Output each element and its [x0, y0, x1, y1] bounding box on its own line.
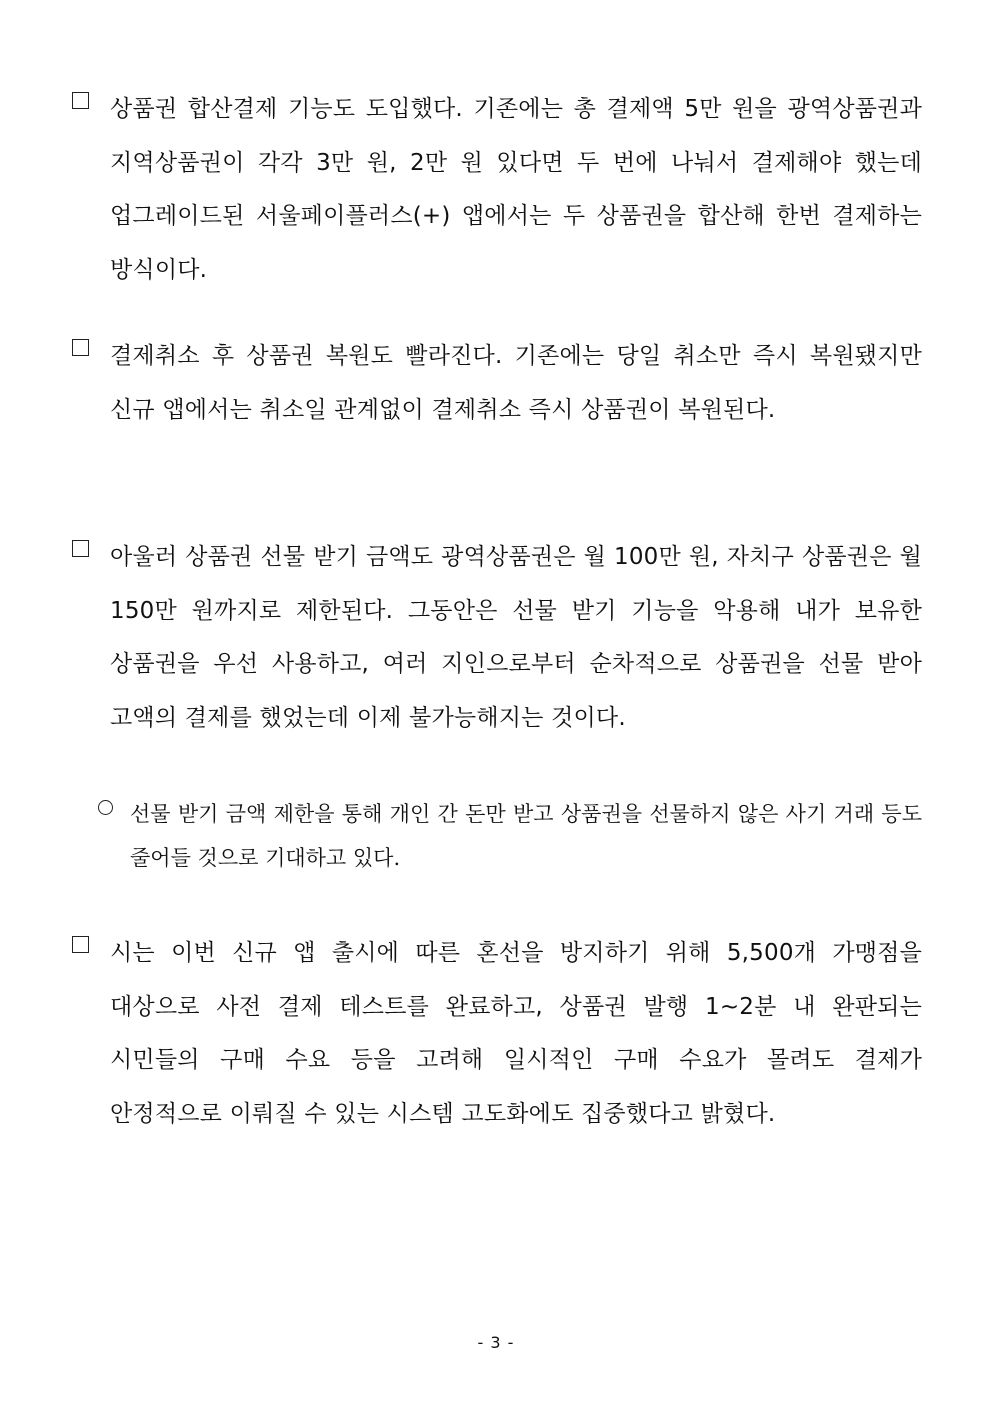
square-bullet-icon — [72, 339, 89, 356]
paragraph-combined-payment — [72, 83, 922, 297]
paragraph-text: 아울러 상품권 선물 받기 금액도 광역상품권은 월 100만 원, 자치구 상품권은 월 150만 원까지로 제한된다. 그동안은 선물 받기 기능을 악용해 내가 보유한 상품권을 우선 사용하고, 여러 지인으로부터 순차적으로 상품권을 선물 받아 고액의 결제를 했었는데 이제 불가능해지는 것이다. — [110, 544, 922, 731]
sub-paragraph-fraud-reduction — [98, 792, 922, 880]
square-bullet-icon — [72, 92, 89, 109]
square-bullet-icon — [72, 540, 89, 557]
paragraph-text: 결제취소 후 상품권 복원도 빨라진다. 기존에는 당일 취소만 즉시 복원됐지만 신규 앱에서는 취소일 관계없이 결제취소 즉시 상품권이 복원된다. — [110, 343, 922, 423]
paragraph-text: 상품권 합산결제 기능도 도입했다. 기존에는 총 결제액 5만 원을 광역상품권과 지역상품권이 각각 3만 원, 2만 원 있다면 두 번에 나눠서 결제해야 했는데 업그레이드된 서울페이플러스(+) 앱에서는 두 상품권을 합산해 한번 결제하는 방식이다. — [110, 96, 922, 283]
sub-paragraph-text: 선물 받기 금액 제한을 통해 개인 간 돈만 받고 상품권을 선물하지 않은 사기 거래 등도 줄어들 것으로 기대하고 있다. — [130, 802, 922, 870]
page-number: - 3 - — [477, 1333, 515, 1352]
paragraph-text: 시는 이번 신규 앱 출시에 따른 혼선을 방지하기 위해 5,500개 가맹점을 대상으로 사전 결제 테스트를 완료하고, 상품권 발행 1~2분 내 완판되는 시민들의 구매 수요 등을 고려해 일시적인 구매 수요가 몰려도 결제가 안정적으로 이뤄질 수 있는 시스템 고도화에도 집중했다고 밝혔다. — [110, 940, 922, 1127]
square-bullet-icon — [72, 936, 89, 953]
circle-bullet-icon — [98, 800, 113, 815]
paragraph-refund-restore — [72, 330, 922, 437]
paragraph-gift-limit — [72, 531, 922, 745]
paragraph-system-upgrade — [72, 927, 922, 1141]
